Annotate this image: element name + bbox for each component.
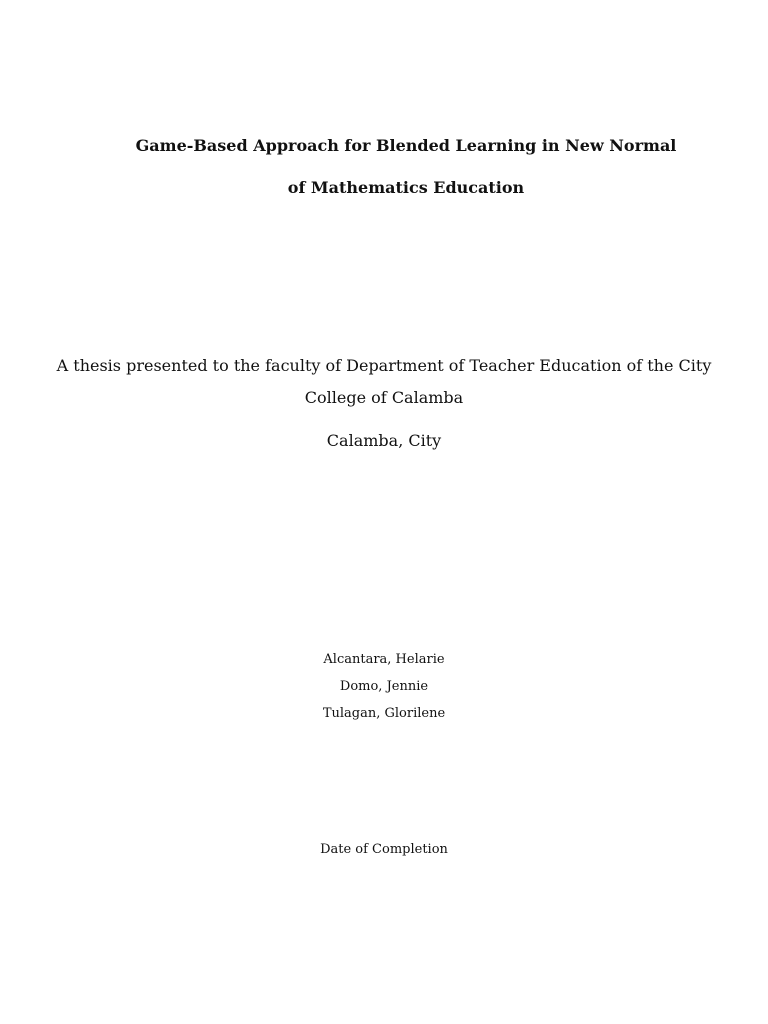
date-of-completion: Date of Completion [320, 842, 448, 857]
author-name: Alcantara, Helarie [323, 652, 445, 667]
presentation-line-1: A thesis presented to the faculty of Department of Teacher Education of the City [56, 356, 712, 375]
location-line: Calamba, City [326, 431, 442, 450]
author-name: Domo, Jennie [339, 679, 429, 694]
presentation-line-2: College of Calamba [304, 388, 464, 407]
thesis-title-line-1: Game-Based Approach for Blended Learning in New Normal [135, 136, 677, 155]
thesis-title-line-2: of Mathematics Education [287, 178, 525, 197]
author-name: Tulagan, Glorilene [322, 706, 446, 721]
